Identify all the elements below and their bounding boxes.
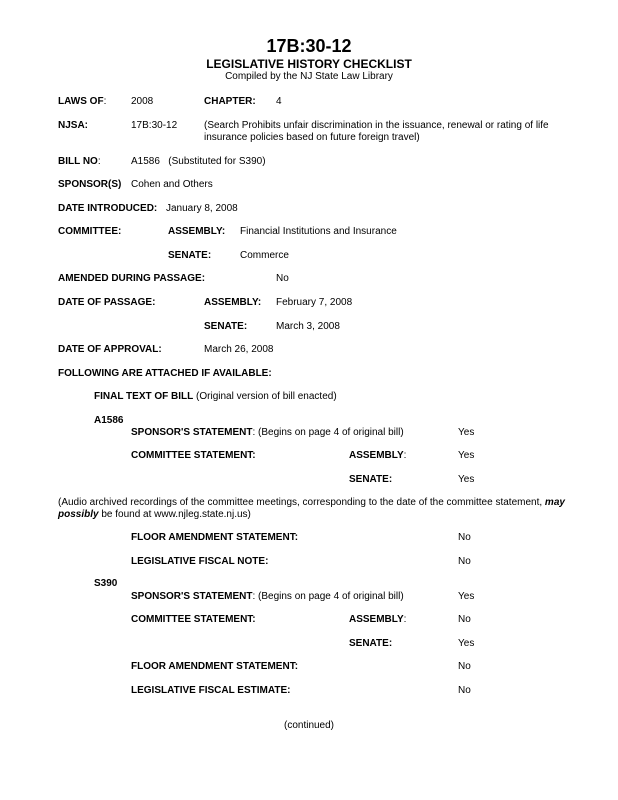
bill-no-label: BILL NO: (58, 156, 101, 167)
a1586-committee-assembly-label: ASSEMBLY: (349, 450, 407, 461)
a1586-committee-assembly-value: Yes (458, 450, 475, 461)
s390-committee-senate-value: Yes (458, 638, 475, 649)
njsa-label: NJSA: (58, 120, 89, 131)
a1586-bill-label: A1586 (94, 415, 124, 426)
a1586-floor-amendment-label: FLOOR AMENDMENT STATEMENT: (131, 532, 299, 543)
a1586-sponsor-statement-value: Yes (458, 427, 475, 438)
date-introduced-label: DATE INTRODUCED: (58, 203, 158, 214)
s390-sponsor-statement-value: Yes (458, 591, 475, 602)
attached-heading: FOLLOWING ARE ATTACHED IF AVAILABLE: (58, 368, 272, 379)
committee-senate-value: Commerce (240, 250, 289, 261)
approval-value: March 26, 2008 (204, 344, 274, 355)
amended-value: No (276, 273, 289, 284)
chapter-label: CHAPTER: (204, 96, 256, 107)
s390-committee-statement-label: COMMITTEE STATEMENT: (131, 614, 256, 625)
a1586-committee-statement-label: COMMITTEE STATEMENT: (131, 450, 256, 461)
njsa-description: (Search Prohibits unfair discrimination in the issuance, renewal or rating of life insurance policies based on future foreign travel) (204, 120, 549, 143)
amended-label: AMENDED DURING PASSAGE: (58, 273, 206, 284)
continued-note: (continued) (283, 720, 335, 731)
njsa-value: 17B:30-12 (131, 120, 178, 131)
s390-bill-label: S390 (94, 578, 118, 589)
committee-senate-label: SENATE: (168, 250, 212, 261)
date-introduced-value: January 8, 2008 (166, 203, 238, 214)
s390-committee-assembly-label: ASSEMBLY: (349, 614, 407, 625)
s390-committee-senate-label: SENATE: (349, 638, 393, 649)
s390-floor-amendment-label: FLOOR AMENDMENT STATEMENT: (131, 661, 299, 672)
approval-label: DATE OF APPROVAL: (58, 344, 162, 355)
document-title: LEGISLATIVE HISTORY CHECKLIST (206, 57, 412, 71)
a1586-committee-senate-label: SENATE: (349, 474, 393, 485)
passage-label: DATE OF PASSAGE: (58, 297, 156, 308)
s390-committee-assembly-value: No (458, 614, 471, 625)
audio-archive-note: (Audio archived recordings of the committee meetings, corresponding to the date of the committee statement, may possibly be found at www.njleg.state.nj.us) (58, 497, 565, 520)
a1586-fiscal-note-label: LEGISLATIVE FISCAL NOTE: (131, 556, 269, 567)
passage-assembly-value: February 7, 2008 (276, 297, 353, 308)
passage-assembly-label: ASSEMBLY: (204, 297, 262, 308)
laws-of-label: LAWS OF: (58, 96, 107, 107)
laws-of-value: 2008 (131, 96, 154, 107)
a1586-sponsor-statement: SPONSOR'S STATEMENT: (Begins on page 4 of original bill) (131, 427, 404, 438)
a1586-fiscal-note-value: No (458, 556, 471, 567)
chapter-value: 4 (276, 96, 282, 107)
s390-fiscal-estimate-label: LEGISLATIVE FISCAL ESTIMATE: (131, 685, 291, 696)
a1586-floor-amendment-value: No (458, 532, 471, 543)
statute-number: 17B:30-12 (266, 36, 352, 56)
s390-floor-amendment-value: No (458, 661, 471, 672)
s390-fiscal-estimate-value: No (458, 685, 471, 696)
passage-senate-label: SENATE: (204, 321, 248, 332)
bill-no-value: A1586 (Substituted for S390) (131, 156, 266, 167)
passage-senate-value: March 3, 2008 (276, 321, 340, 332)
committee-assembly-value: Financial Institutions and Insurance (240, 226, 397, 237)
sponsor-label: SPONSOR(S) (58, 179, 122, 190)
final-text-line: FINAL TEXT OF BILL (Original version of bill enacted) (94, 391, 337, 402)
a1586-committee-senate-value: Yes (458, 474, 475, 485)
committee-label: COMMITTEE: (58, 226, 122, 237)
sponsor-value: Cohen and Others (131, 179, 213, 190)
s390-sponsor-statement: SPONSOR'S STATEMENT: (Begins on page 4 of original bill) (131, 591, 404, 602)
compiled-by: Compiled by the NJ State Law Library (225, 71, 393, 82)
committee-assembly-label: ASSEMBLY: (168, 226, 226, 237)
